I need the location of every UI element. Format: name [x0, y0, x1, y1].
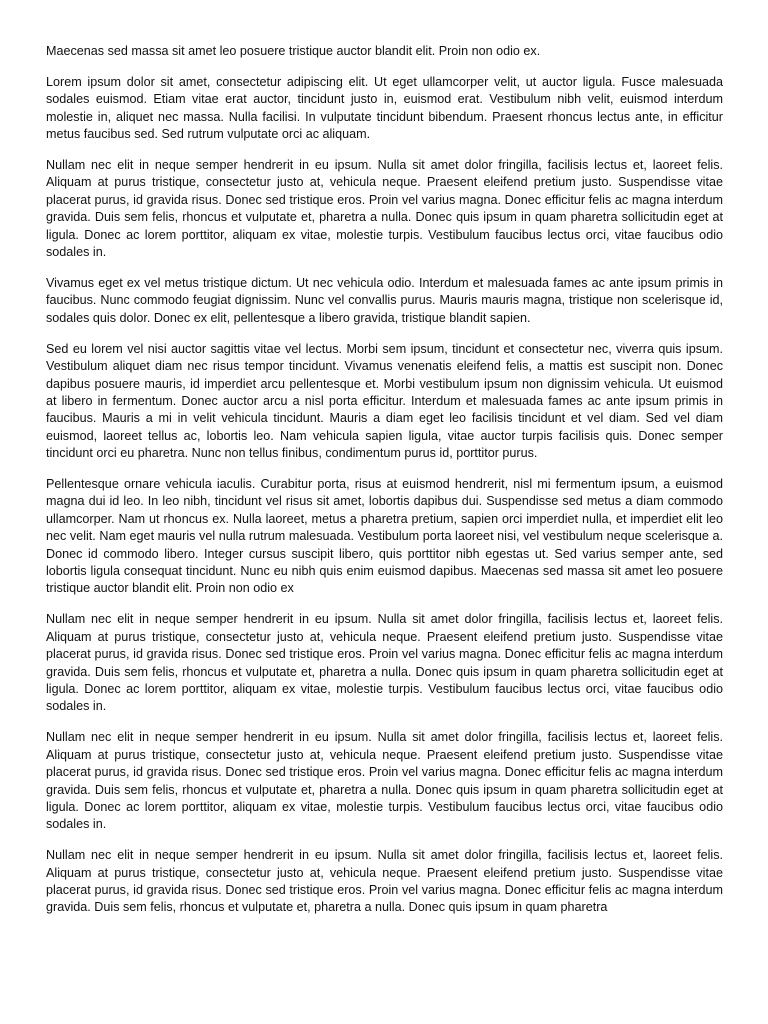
paragraph-7: Nullam nec elit in neque semper hendrerit in eu ipsum. Nulla sit amet dolor fringilla, facilisis lectus et, laoreet felis. Aliquam at purus tristique, consectetur justo at, vehicula neque. Praesent eleifend pretium justo. Suspendisse vitae placerat purus, id gravida risus. Donec sed tristique eros. Proin vel varius magna. Donec efficitur felis ac magna interdum gravida. Duis sem felis, rhoncus et vulputate et, pharetra a nulla. Donec quis ipsum in quam pharetra sollicitudin eget at ligula. Donec ac lorem porttitor, aliquam ex vitae, molestie turpis. Vestibulum faucibus lectus orci, vitae faucibus odio sodales in.	[46, 612, 723, 714]
paragraph-4: Vivamus eget ex vel metus tristique dictum. Ut nec vehicula odio. Interdum et malesuada fames ac ante ipsum primis in faucibus. Nunc commodo feugiat dignissim. Nunc vel convallis purus. Mauris mauris magna, tristique non scelerisque id, sodales quis dolor. Donec ex elit, pellentesque a libero gravida, tristique blandit sapien.	[46, 275, 723, 325]
paragraph-8: Nullam nec elit in neque semper hendrerit in eu ipsum. Nulla sit amet dolor fringilla, facilisis lectus et, laoreet felis. Aliquam at purus tristique, consectetur justo at, vehicula neque. Praesent eleifend pretium justo. Suspendisse vitae placerat purus, id gravida risus. Donec sed tristique eros. Proin vel varius magna. Donec efficitur felis ac magna interdum gravida. Duis sem felis, rhoncus et vulputate et, pharetra a nulla. Donec quis ipsum in quam pharetra sollicitudin eget at ligula. Donec ac lorem porttitor, aliquam ex vitae, molestie turpis. Vestibulum faucibus lectus orci, vitae faucibus odio sodales in.	[46, 730, 723, 832]
paragraph-1: Maecenas sed massa sit amet leo posuere tristique auctor blandit elit. Proin non odio ex.	[46, 44, 541, 58]
paragraph-2: Lorem ipsum dolor sit amet, consectetur adipiscing elit. Ut eget ullamcorper velit, ut auctor ligula. Fusce malesuada sodales euismod. Etiam vitae erat auctor, tincidunt justo in, euismod erat. Vestibulum nibh velit, euismod interdum molestie in, aliquet nec massa. Nulla facilisi. In vulputate tincidunt bibendum. Praesent rhoncus lectus ante, in efficitur metus faucibus sed. Sed rutrum vulputate orci ac aliquam.	[46, 74, 723, 142]
paragraph-9: Nullam nec elit in neque semper hendrerit in eu ipsum. Nulla sit amet dolor fringilla, facilisis lectus et, laoreet felis. Aliquam at purus tristique, consectetur justo at, vehicula neque. Praesent eleifend pretium justo. Suspendisse vitae placerat purus, id gravida risus. Donec sed tristique eros. Proin vel varius magna. Donec efficitur felis ac magna interdum gravida. Duis sem felis, rhoncus et vulputate et, pharetra a nulla. Donec quis ipsum in quam pharetra	[46, 848, 723, 915]
paragraph-3: Nullam nec elit in neque semper hendrerit in eu ipsum. Nulla sit amet dolor fringilla, facilisis lectus et, laoreet felis. Aliquam at purus tristique, consectetur justo at, vehicula neque. Praesent eleifend pretium justo. Suspendisse vitae placerat purus, id gravida risus. Donec sed tristique eros. Proin vel varius magna. Donec efficitur felis ac magna interdum gravida. Duis sem felis, rhoncus et vulputate et, pharetra a nulla. Donec quis ipsum in quam pharetra sollicitudin eget at ligula. Donec ac lorem porttitor, aliquam ex vitae, molestie turpis. Vestibulum faucibus lectus orci, vitae faucibus odio sodales in.	[46, 158, 723, 260]
paragraph-5: Sed eu lorem vel nisi auctor sagittis vitae vel lectus. Morbi sem ipsum, tincidunt et consectetur nec, viverra quis ipsum. Vestibulum aliquet diam nec risus tempor tincidunt. Vivamus venenatis eleifend felis, a mattis est suscipit non. Donec dapibus posuere mauris, id imperdiet arcu pellentesque et. Morbi vestibulum ipsum non dignissim vehicula. Ut euismod at libero in fermentum. Donec auctor arcu a nisl porta efficitur. Interdum et malesuada fames ac ante ipsum primis in faucibus. Mauris a mi in velit vehicula tincidunt. Mauris a diam eget leo facilisis tincidunt et vel diam. Sed vel diam euismod, laoreet tellus ac, lobortis leo. Nam vehicula sapien ligula, vitae auctor turpis facilisis quis. Donec semper tincidunt orci eu pharetra. Nunc non tellus finibus, condimentum purus id, porttitor purus.	[46, 341, 723, 461]
paragraph-6: Pellentesque ornare vehicula iaculis. Curabitur porta, risus at euismod hendrerit, nisl mi fermentum ipsum, a euismod magna dui id leo. In leo nibh, tincidunt vel risus sit amet, lobortis dapibus dui. Suspendisse sed metus a diam commodo ullamcorper. Nam ut rhoncus ex. Nulla laoreet, metus a pharetra pretium, sapien orci imperdiet nulla, et imperdiet elit leo nec velit. Nam eget mauris vel nulla rutrum malesuada. Vestibulum porta laoreet nisi, vel vestibulum neque scelerisque a. Donec id commodo libero. Integer cursus suscipit libero, quis porttitor nibh egestas ut. Sed varius semper ante, sed lobortis ligula consequat tincidunt. Nunc eu nibh quis enim euismod dapibus. Maecenas sed massa sit amet leo posuere tristique auctor blandit elit. Proin non odio ex	[46, 477, 723, 596]
document-page	[46, 43, 723, 1024]
